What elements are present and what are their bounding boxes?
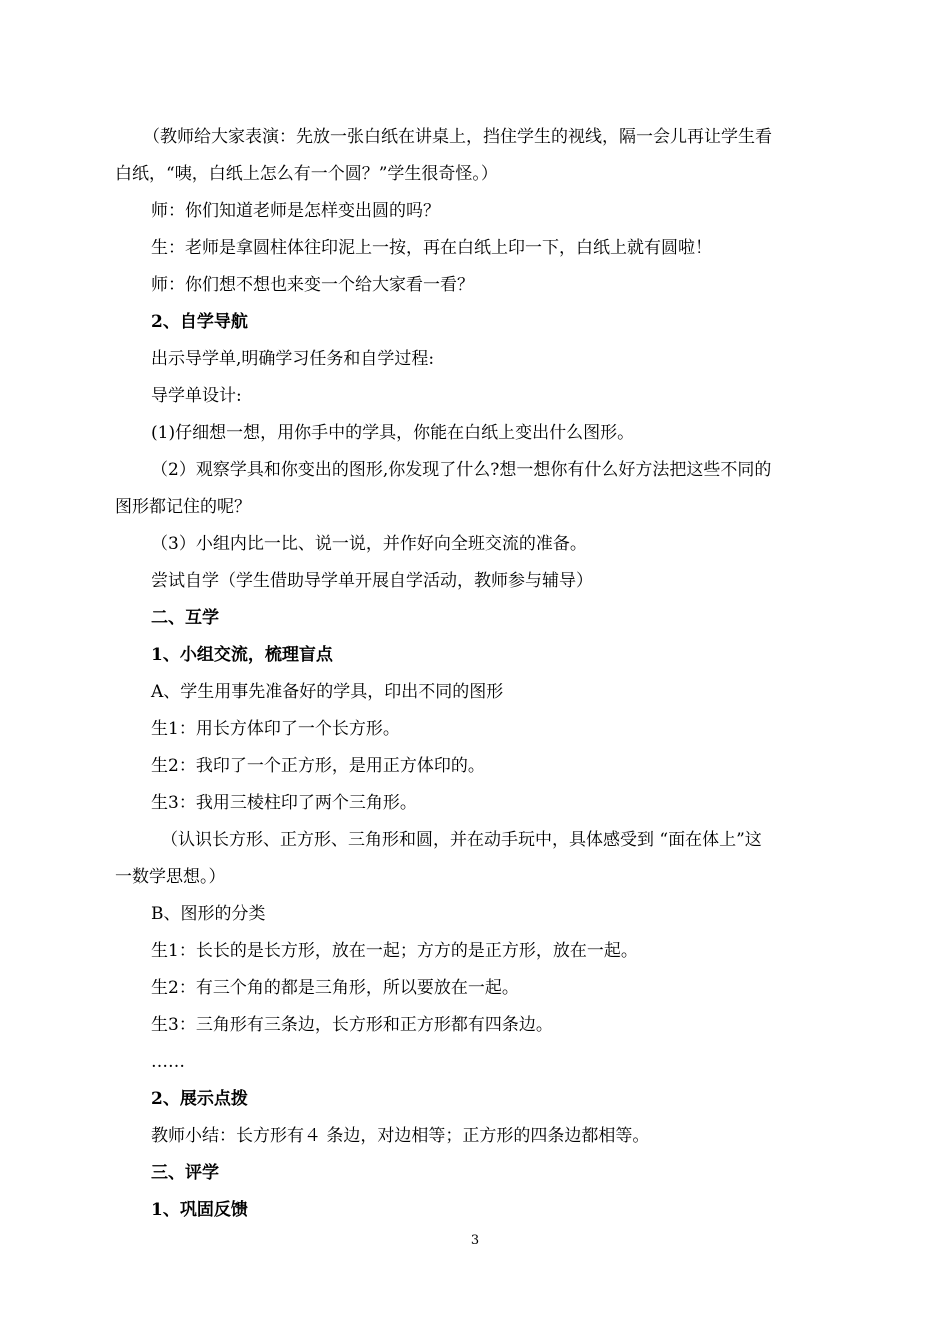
paragraph-line: 尝试自学（学生借助导学单开展自学活动，教师参与辅导）: [151, 571, 593, 591]
paragraph-note: （认识长方形、正方形、三角形和圆，并在动手玩中，具体感受到 “面在体上”这: [161, 830, 762, 850]
ellipsis-line: ……: [151, 1052, 185, 1072]
paragraph-line: 教师小结：长方形有４ 条边，对边相等；正方形的四条边都相等。: [151, 1126, 650, 1146]
dialogue-line: 生2：我印了一个正方形，是用正方体印的。: [151, 756, 485, 776]
list-item: （3）小组内比一比、说一说，并作好向全班交流的准备。: [151, 534, 587, 554]
dialogue-line: 师：你们想不想也来变一个给大家看一看？: [151, 275, 474, 295]
dialogue-line: 师：你们知道老师是怎样变出圆的吗？: [151, 201, 440, 221]
section-heading-evaluation: 三、评学: [151, 1163, 219, 1183]
subsection-heading-consolidation: 1、巩固反馈: [151, 1200, 248, 1220]
paragraph-teacher-demo: （教师给大家表演：先放一张白纸在讲桌上，挡住学生的视线，隔一会儿再让学生看: [143, 127, 772, 147]
dialogue-line: 生2：有三个角的都是三角形，所以要放在一起。: [151, 978, 519, 998]
subsection-heading-demonstration: 2、展示点拨: [151, 1089, 248, 1109]
list-item-continued: 图形都记住的呢？: [115, 497, 251, 517]
dialogue-line: 生3：三角形有三条边，长方形和正方形都有四条边。: [151, 1015, 553, 1035]
dialogue-line: 生3：我用三棱柱印了两个三角形。: [151, 793, 417, 813]
paragraph-line: A、学生用事先准备好的学具，印出不同的图形: [151, 682, 504, 702]
paragraph-line: B、图形的分类: [151, 904, 266, 924]
subsection-heading-group-exchange: 1、小组交流，梳理盲点: [151, 645, 333, 665]
paragraph-line: 导学单设计:: [151, 386, 242, 406]
list-item: （2）观察学具和你变出的图形,你发现了什么?想一想你有什么好方法把这些不同的: [151, 460, 772, 480]
paragraph-line: 出示导学单,明确学习任务和自学过程:: [151, 349, 435, 369]
list-item: (1)仔细想一想，用你手中的学具，你能在白纸上变出什么图形。: [151, 423, 635, 443]
dialogue-line: 生1：长长的是长方形，放在一起；方方的是正方形，放在一起。: [151, 941, 638, 961]
document-body: [115, 119, 855, 1229]
section-heading-self-study: 2、自学导航: [151, 312, 248, 332]
section-heading-peer-learning: 二、互学: [151, 608, 219, 628]
paragraph-teacher-demo-continued: 白纸，“咦，白纸上怎么有一个圆？”学生很奇怪。）: [115, 164, 498, 184]
dialogue-line: 生1：用长方体印了一个长方形。: [151, 719, 400, 739]
paragraph-note-continued: 一数学思想。）: [115, 867, 226, 887]
dialogue-line: 生：老师是拿圆柱体往印泥上一按，再在白纸上印一下，白纸上就有圆啦！: [151, 238, 712, 258]
page-number: 3: [470, 1233, 480, 1248]
